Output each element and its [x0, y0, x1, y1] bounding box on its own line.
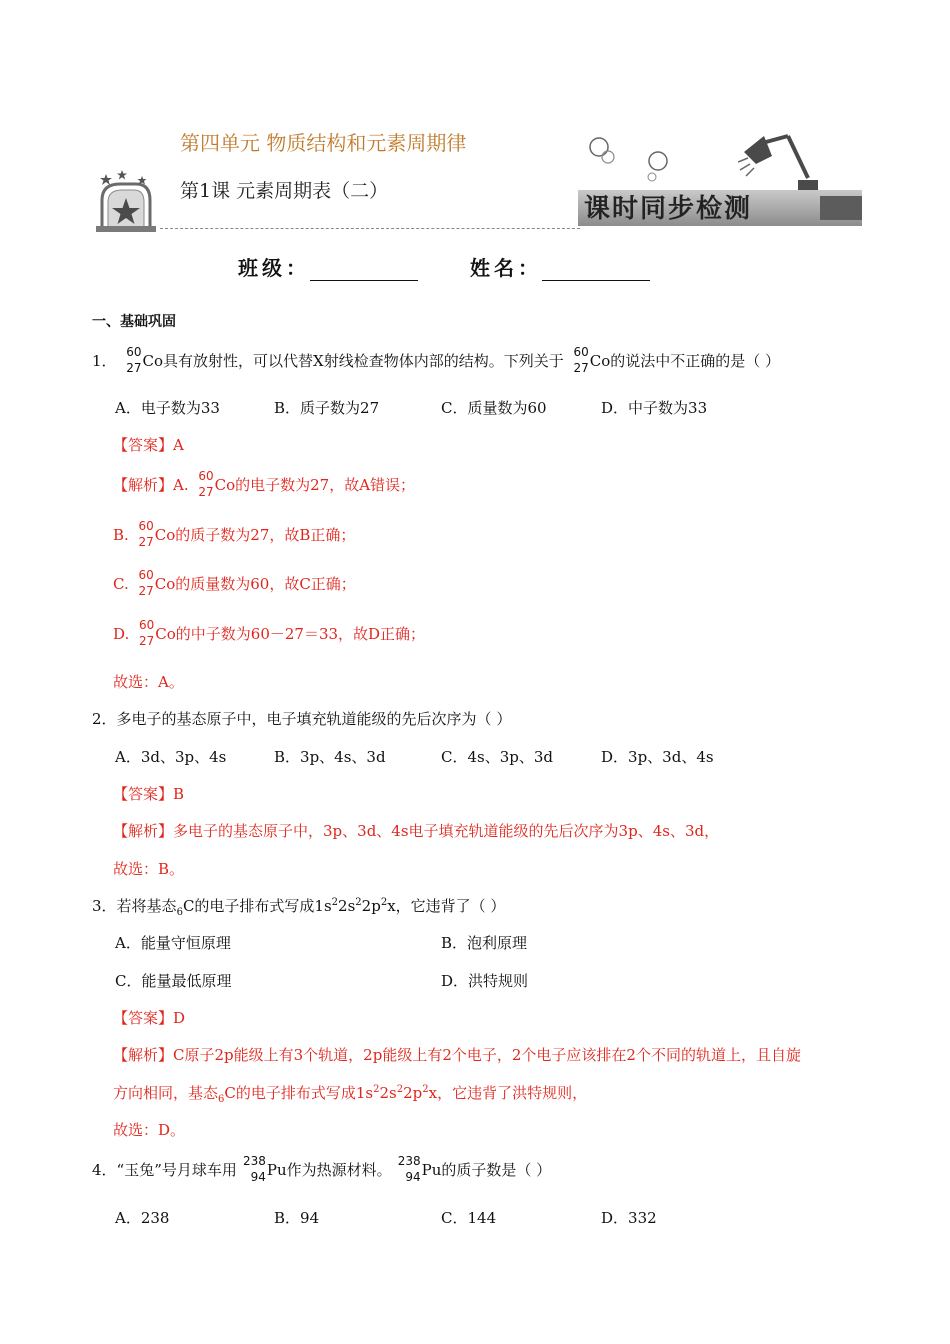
option-b: B．94 [274, 1209, 320, 1227]
class-label: 班级： [238, 256, 310, 280]
name-blank[interactable] [542, 260, 650, 281]
nuclide-pu: 238 94 [242, 1154, 266, 1184]
lesson-title: 第1课 元素周期表（二） [180, 180, 389, 202]
option-b: B．3p、4s、3d [274, 748, 386, 766]
conclusion: 故选：B。 [113, 860, 185, 878]
explanation-line: 【解析】C原子2p能级上有3个轨道，2p能级上有2个电子，2个电子应该排在2个不同的轨道上，且自旋 [113, 1046, 801, 1064]
class-field [238, 252, 418, 281]
conclusion: 故选：A。 [113, 673, 184, 691]
emblem-base [96, 226, 156, 232]
option-d: D．332 [601, 1209, 657, 1227]
explanation-line: D. 60 27 Co的中子数为60－27＝33，故D正确； [113, 621, 425, 651]
conclusion: 故选：D。 [113, 1121, 186, 1139]
option-d: D．3p、3d、4s [601, 748, 714, 766]
option-c: C．144 [441, 1209, 497, 1227]
banner-band-right [820, 196, 862, 220]
question-number: 1． [92, 352, 117, 370]
question-4: 4．“玉兔”号月球车用 238 94 Pu作为热源材料。 238 94 Pu的质子数是（ ） [92, 1157, 551, 1187]
bubbles-icon [584, 135, 674, 185]
explanation-line: 【解析】A. 60 27 Co的电子数为27，故A错误； [113, 472, 415, 502]
banner-title: 课时同步检测 [584, 194, 753, 224]
answer: 【答案】B [113, 785, 185, 803]
nuclide-co: 60 27 [138, 519, 154, 549]
explanation-line: C. 60 27 Co的质量数为60，故C正确； [113, 571, 356, 601]
option-b: B．质子数为27 [274, 399, 380, 417]
question-2: 2．多电子的基态原子中，电子填充轨道能级的先后次序为（ ） [92, 710, 512, 728]
unit-title: 第四单元 物质结构和元素周期律 [180, 131, 467, 155]
nuclide-co: 60 27 [126, 345, 142, 375]
class-blank[interactable] [310, 260, 418, 281]
option-c: C．能量最低原理 [115, 972, 232, 990]
nuclide-co: 60 27 [573, 345, 589, 375]
question-text: Co具有放射性，可以代替X射线检查物体内部的结构。下列关于 [142, 352, 564, 370]
question-3: 3．若将基态$_6$C的电子排布式写成$1s^22s^22p^2x$，它违背了（ ） [92, 897, 506, 918]
question-text: Co的说法中不正确的是（ ） [589, 352, 781, 370]
nuclide-pu: 238 94 [397, 1154, 421, 1184]
nuclide-co: 60 27 [138, 618, 155, 648]
banner-dashed-line [160, 228, 580, 229]
option-d: D．洪特规则 [441, 972, 529, 990]
option-a: A．3d、3p、4s [115, 748, 227, 766]
nuclide-co: 60 27 [138, 568, 154, 598]
option-d: D．中子数为33 [601, 399, 708, 417]
option-a: A．能量守恒原理 [115, 934, 231, 952]
option-c: C．4s、3p、3d [441, 748, 554, 766]
option-a: A．电子数为33 [115, 399, 220, 417]
explanation-line: B. 60 27 Co的质子数为27，故B正确； [113, 522, 355, 552]
option-b: B．泡利原理 [441, 934, 528, 952]
answer: 【答案】D [113, 1009, 186, 1027]
name-field [470, 252, 650, 281]
section-title: 一、基础巩固 [92, 314, 176, 330]
name-label: 姓名： [470, 256, 542, 280]
answer: 【答案】A [113, 436, 184, 454]
option-a: A．238 [115, 1209, 170, 1227]
nuclide-co: 60 27 [198, 469, 214, 499]
explanation-line: 方向相同，基态$_6$C的电子排布式写成$1s^22s^22p^2x$，它违背了洪特规则， [113, 1084, 588, 1105]
question-1 [92, 345, 781, 378]
star-emblem-icon [96, 170, 156, 232]
explanation-line: 【解析】多电子的基态原子中，3p、3d、4s电子填充轨道能级的先后次序为3p、4s、3d， [113, 822, 720, 840]
option-c: C．质量数为60 [441, 399, 547, 417]
